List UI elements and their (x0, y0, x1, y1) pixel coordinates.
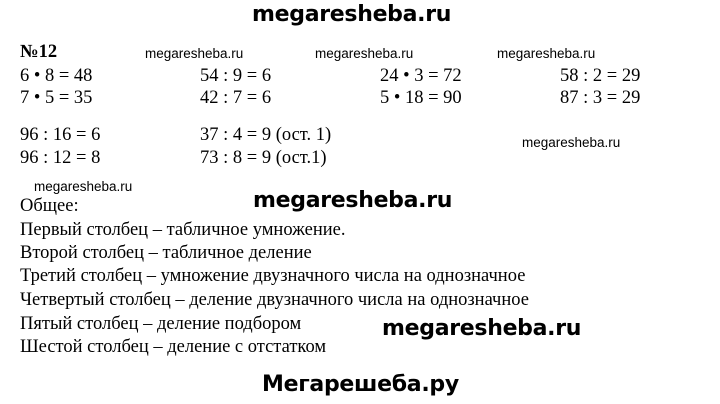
equation: 87 : 3 = 29 (560, 88, 641, 108)
site-watermark-mid: megaresheba.ru (253, 188, 453, 213)
equation: 5 • 18 = 90 (380, 88, 462, 108)
equation: 42 : 7 = 6 (200, 88, 272, 108)
summary-line: Третий столбец – умножение двузначного числа на однозначное (20, 266, 526, 286)
summary-line: Второй столбец – табличное деление (20, 243, 312, 263)
equation: 24 • 3 = 72 (380, 66, 462, 86)
summary-title: Общее: (20, 196, 79, 216)
site-watermark-lower: megaresheba.ru (382, 316, 582, 341)
task-number: №12 (20, 42, 58, 62)
equation: 7 • 5 = 35 (20, 88, 93, 108)
summary-line: Пятый столбец – деление подбором (20, 314, 302, 334)
equation: 73 : 8 = 9 (ост.1) (200, 148, 327, 168)
equation: 37 : 4 = 9 (ост. 1) (200, 125, 332, 145)
site-watermark-small: megaresheba.ru (34, 179, 133, 194)
equation: 54 : 9 = 6 (200, 66, 272, 86)
equation: 6 • 8 = 48 (20, 66, 93, 86)
site-watermark-top: megaresheba.ru (252, 2, 452, 27)
summary-line: Четвертый столбец – деление двузначного числа на однозначное (20, 290, 529, 310)
site-watermark-bottom: Мегарешеба.ру (262, 372, 459, 397)
site-watermark-small: megaresheba.ru (497, 46, 596, 61)
site-watermark-small: megaresheba.ru (315, 46, 414, 61)
site-watermark-small: megaresheba.ru (145, 46, 244, 61)
equation: 96 : 16 = 6 (20, 125, 101, 145)
equation: 96 : 12 = 8 (20, 148, 101, 168)
equation: 58 : 2 = 29 (560, 66, 641, 86)
summary-line: Шестой столбец – деление с отстатком (20, 337, 327, 357)
summary-line: Первый столбец – табличное умножение. (20, 220, 346, 240)
site-watermark-small: megaresheba.ru (522, 135, 621, 150)
